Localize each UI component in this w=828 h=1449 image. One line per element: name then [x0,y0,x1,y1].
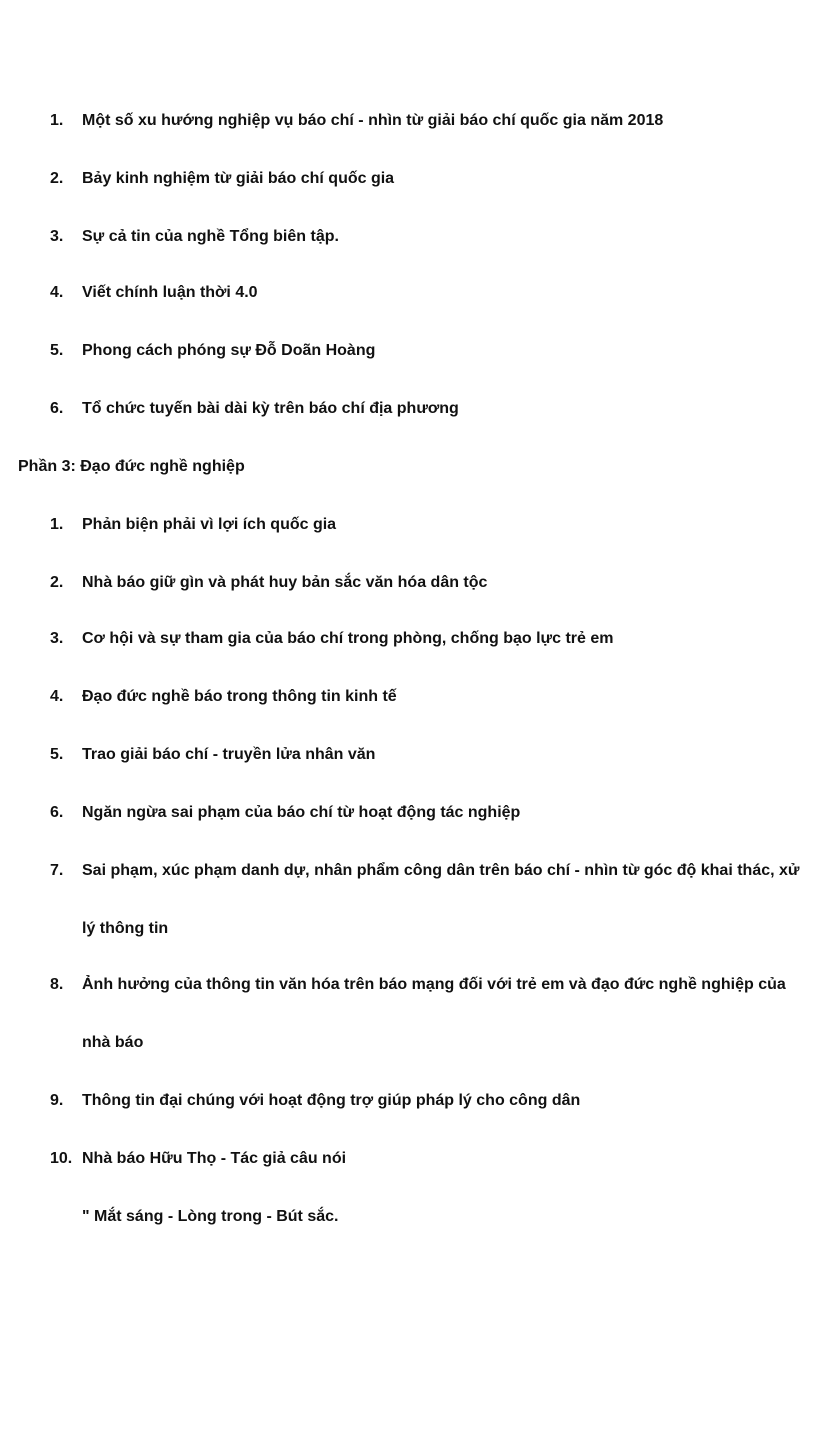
list-item-text: Trao giải báo chí - truyền lửa nhân văn [82,746,376,763]
list-item-number: 6. [50,804,64,821]
list-item-text: Bảy kinh nghiệm từ giải báo chí quốc gia [82,170,395,187]
list-item-text: Phản biện phải vì lợi ích quốc gia [82,516,337,533]
list-item-text: Tổ chức tuyến bài dài kỳ trên báo chí địa phương [82,400,459,417]
list-item-text: Ảnh hưởng của thông tin văn hóa trên báo mạng đối với trẻ em và đạo đức nghề nghiệp của [82,976,786,993]
list-item-number: 5. [50,746,64,763]
section-heading: Phần 3: Đạo đức nghề nghiệp [18,458,245,475]
list-item-number: 9. [50,1092,64,1109]
list-item-number: 1. [50,112,64,129]
list-item-text: Nhà báo Hữu Thọ - Tác giả câu nói [82,1150,347,1167]
list-item-text-continued: lý thông tin [82,920,169,937]
list-item-number: 3. [50,630,64,647]
list-item-text: Đạo đức nghề báo trong thông tin kinh tế [82,688,397,705]
list-item-number: 2. [50,574,64,591]
list-item-text: Cơ hội và sự tham gia của báo chí trong phòng, chống bạo lực trẻ em [82,630,614,647]
list-item-number: 10. [50,1150,73,1167]
list-item-number: 6. [50,400,64,417]
list-item-number: 5. [50,342,64,359]
list-item-text: Nhà báo giữ gìn và phát huy bản sắc văn hóa dân tộc [82,574,488,591]
list-item-text: Một số xu hướng nghiệp vụ báo chí - nhìn từ giải báo chí quốc gia năm 2018 [82,112,664,129]
list-item-text: Sự cả tin của nghề Tổng biên tập. [82,228,339,245]
list-item-text: Ngăn ngừa sai phạm của báo chí từ hoạt động tác nghiệp [82,804,521,821]
list-item-number: 2. [50,170,64,187]
list-item-number: 4. [50,284,64,301]
list-item-number: 1. [50,516,64,533]
list-item-text: Thông tin đại chúng với hoạt động trợ giúp pháp lý cho công dân [82,1092,581,1109]
list-item-text-continued: nhà báo [82,1034,144,1051]
list-item-text: Sai phạm, xúc phạm danh dự, nhân phẩm công dân trên báo chí - nhìn từ góc độ khai thác, xử [82,862,800,879]
list-item-number: 4. [50,688,64,705]
list-item-number: 3. [50,228,64,245]
list-item-number: 7. [50,862,64,879]
list-item-number: 8. [50,976,64,993]
list-item-text: Phong cách phóng sự Đỗ Doãn Hoàng [82,342,376,359]
list-item-text-continued: " Mắt sáng - Lòng trong - Bút sắc. [82,1208,339,1225]
list-item-text: Viết chính luận thời 4.0 [82,284,258,301]
